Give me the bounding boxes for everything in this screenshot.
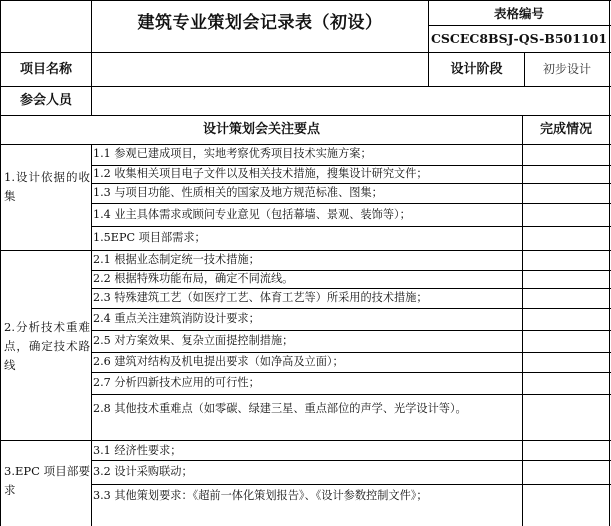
design-stage-value[interactable]: 初步设计 [542, 62, 591, 76]
rule [609, 0, 610, 526]
rule [91, 394, 611, 395]
attendees-field[interactable] [93, 87, 608, 115]
list-item: 3.3 其他策划要求：《超前一体化策划报告》、《设计参数控制文件》； [93, 489, 428, 502]
project-name-label: 项目名称 [19, 62, 72, 77]
attendees-label: 参会人员 [19, 93, 72, 108]
focus-points-header: 设计策划会关注要点 [202, 122, 320, 137]
rule [91, 484, 611, 485]
rule [91, 226, 611, 227]
status-header: 完成情况 [539, 122, 592, 137]
list-item: 1.1 参观已建成项目，实地考察优秀项目技术实施方案； [93, 147, 372, 160]
form-code-label: 表格编号 [493, 6, 544, 21]
rule [91, 183, 611, 184]
list-item: 2.2 根据特殊功能布局，确定不同流线。 [93, 272, 294, 285]
rule [91, 165, 611, 166]
rule [91, 270, 611, 271]
list-item: 1.4 业主具体需求或顾问专业意见（包括幕墙、景观、装饰等）； [93, 208, 411, 221]
project-name-field[interactable] [93, 53, 427, 86]
list-item: 1.5EPC 项目部需求； [93, 231, 206, 244]
form-title: 建筑专业策划会记录表（初设） [137, 13, 383, 33]
list-item: 2.3 特殊建筑工艺（如医疗工艺、体育工艺等）所采用的技术措施； [93, 291, 428, 304]
group-title: 1.设计依据的收集 [4, 170, 90, 203]
rule [91, 372, 611, 373]
list-item: 3.1 经济性要求； [93, 444, 182, 457]
list-item: 1.3 与项目功能、性质相关的国家及地方规范标准、图集； [93, 186, 383, 199]
list-item: 2.1 根据业态制定统一技术措施； [93, 253, 260, 266]
rule [91, 352, 611, 353]
rule [91, 288, 611, 289]
rule [522, 115, 523, 526]
group-title: 3.EPC 项目部要求 [4, 464, 90, 497]
list-item: 1.2 收集相关项目电子文件以及相关技术措施，搜集设计研究文件； [93, 167, 428, 180]
group-title: 2.分析技术重难点，确定技术路线 [4, 320, 90, 372]
form-code-value: CSCEC8BSJ-QS-B501101 [430, 31, 608, 46]
design-stage-label: 设计阶段 [450, 62, 503, 77]
rule [91, 330, 611, 331]
list-item: 2.8 其他技术重难点（如零碳、绿建三星、重点部位的声学、光学设计等）。 [93, 402, 467, 415]
rule [91, 460, 611, 461]
list-item: 2.5 对方案效果、复杂立面提控制措施； [93, 334, 294, 347]
rule [91, 308, 611, 309]
list-item: 3.2 设计采购联动； [93, 465, 193, 478]
list-item: 2.4 重点关注建筑消防设计要求； [93, 312, 260, 325]
list-item: 2.7 分析四新技术应用的可行性； [93, 376, 260, 389]
list-item: 2.6 建筑对结构及机电提出要求（如净高及立面）； [93, 355, 344, 368]
rule [428, 25, 611, 26]
rule [91, 203, 611, 204]
